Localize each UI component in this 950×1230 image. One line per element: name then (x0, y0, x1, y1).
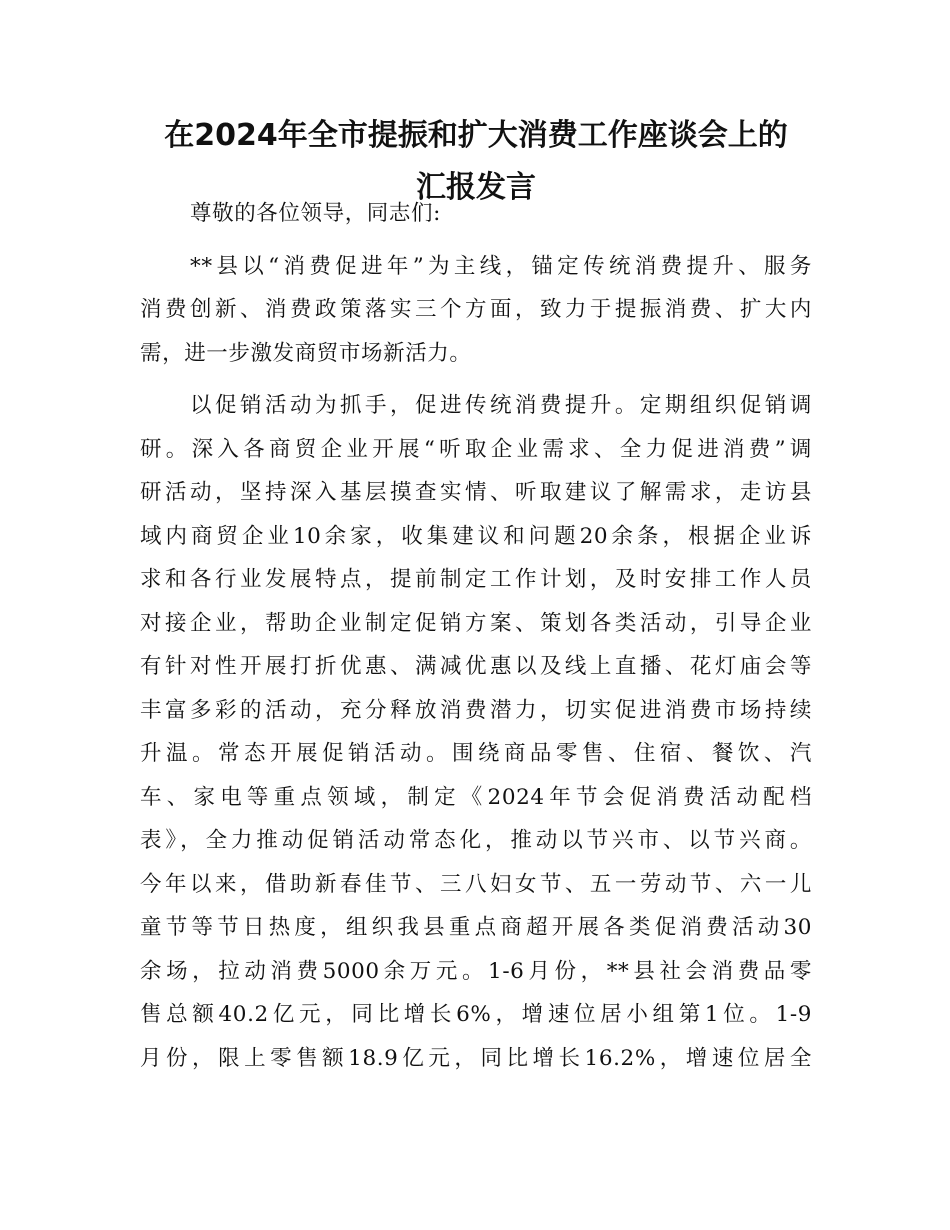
body-line: 升温。常态开展促销活动。围绕商品零售、住宿、餐饮、汽 (140, 741, 812, 766)
body-line: 有针对性开展打折优惠、满减优惠以及线上直播、花灯庙会等 (140, 654, 812, 679)
intro-line: 消费创新、消费政策落实三个方面，致力于提振消费、扩大内 (140, 297, 812, 322)
salutation: 尊敬的各位领导，同志们: (190, 201, 441, 226)
body-line: 今年以来，借助新春佳节、三八妇女节、五一劳动节、六一儿 (140, 871, 812, 897)
document-body (140, 192, 812, 1089)
body-line: 研。深入各商贸企业开展“听取企业需求、全力促进消费”调 (140, 436, 812, 462)
body-line: 丰富多彩的活动，充分释放消费潜力，切实促进消费市场持续 (140, 697, 812, 723)
intro-line: 需，进一步激发商贸市场新活力。 (140, 340, 472, 366)
body-line: 表》，全力推动促销活动常态化，推动以节兴市、以节兴商。 (140, 828, 812, 853)
body-paragraph (140, 384, 812, 1080)
title-line-2: 汇报发言 (416, 170, 536, 205)
body-line: 余场，拉动消费5000余万元。1-6月份，**县社会消费品零 (140, 958, 812, 984)
intro-paragraph (140, 245, 812, 376)
title-line-1: 在2024年全市提振和扩大消费工作座谈会上的 (164, 118, 788, 153)
body-line: 车、家电等重点领域，制定《2024年节会促消费活动配档 (140, 784, 812, 810)
body-line: 月份，限上零售额18.9亿元，同比增长16.2%，增速位居全 (140, 1045, 812, 1071)
body-line: 对接企业，帮助企业制定促销方案、策划各类活动，引导企业 (140, 610, 812, 636)
body-line: 域内商贸企业10余家，收集建议和问题20余条，根据企业诉 (140, 523, 812, 549)
intro-line: **县以“消费促进年”为主线，锚定传统消费提升、服务 (190, 253, 812, 279)
body-line: 以促销活动为抓手，促进传统消费提升。定期组织促销调 (190, 393, 812, 418)
body-line: 童节等节日热度，组织我县重点商超开展各类促消费活动30 (140, 915, 812, 940)
body-line: 售总额40.2亿元，同比增长6%，增速位居小组第1位。1-9 (140, 1002, 812, 1027)
body-line: 求和各行业发展特点，提前制定工作计划，及时安排工作人员 (140, 567, 812, 592)
body-line: 研活动，坚持深入基层摸查实情、听取建议了解需求，走访县 (140, 480, 812, 505)
